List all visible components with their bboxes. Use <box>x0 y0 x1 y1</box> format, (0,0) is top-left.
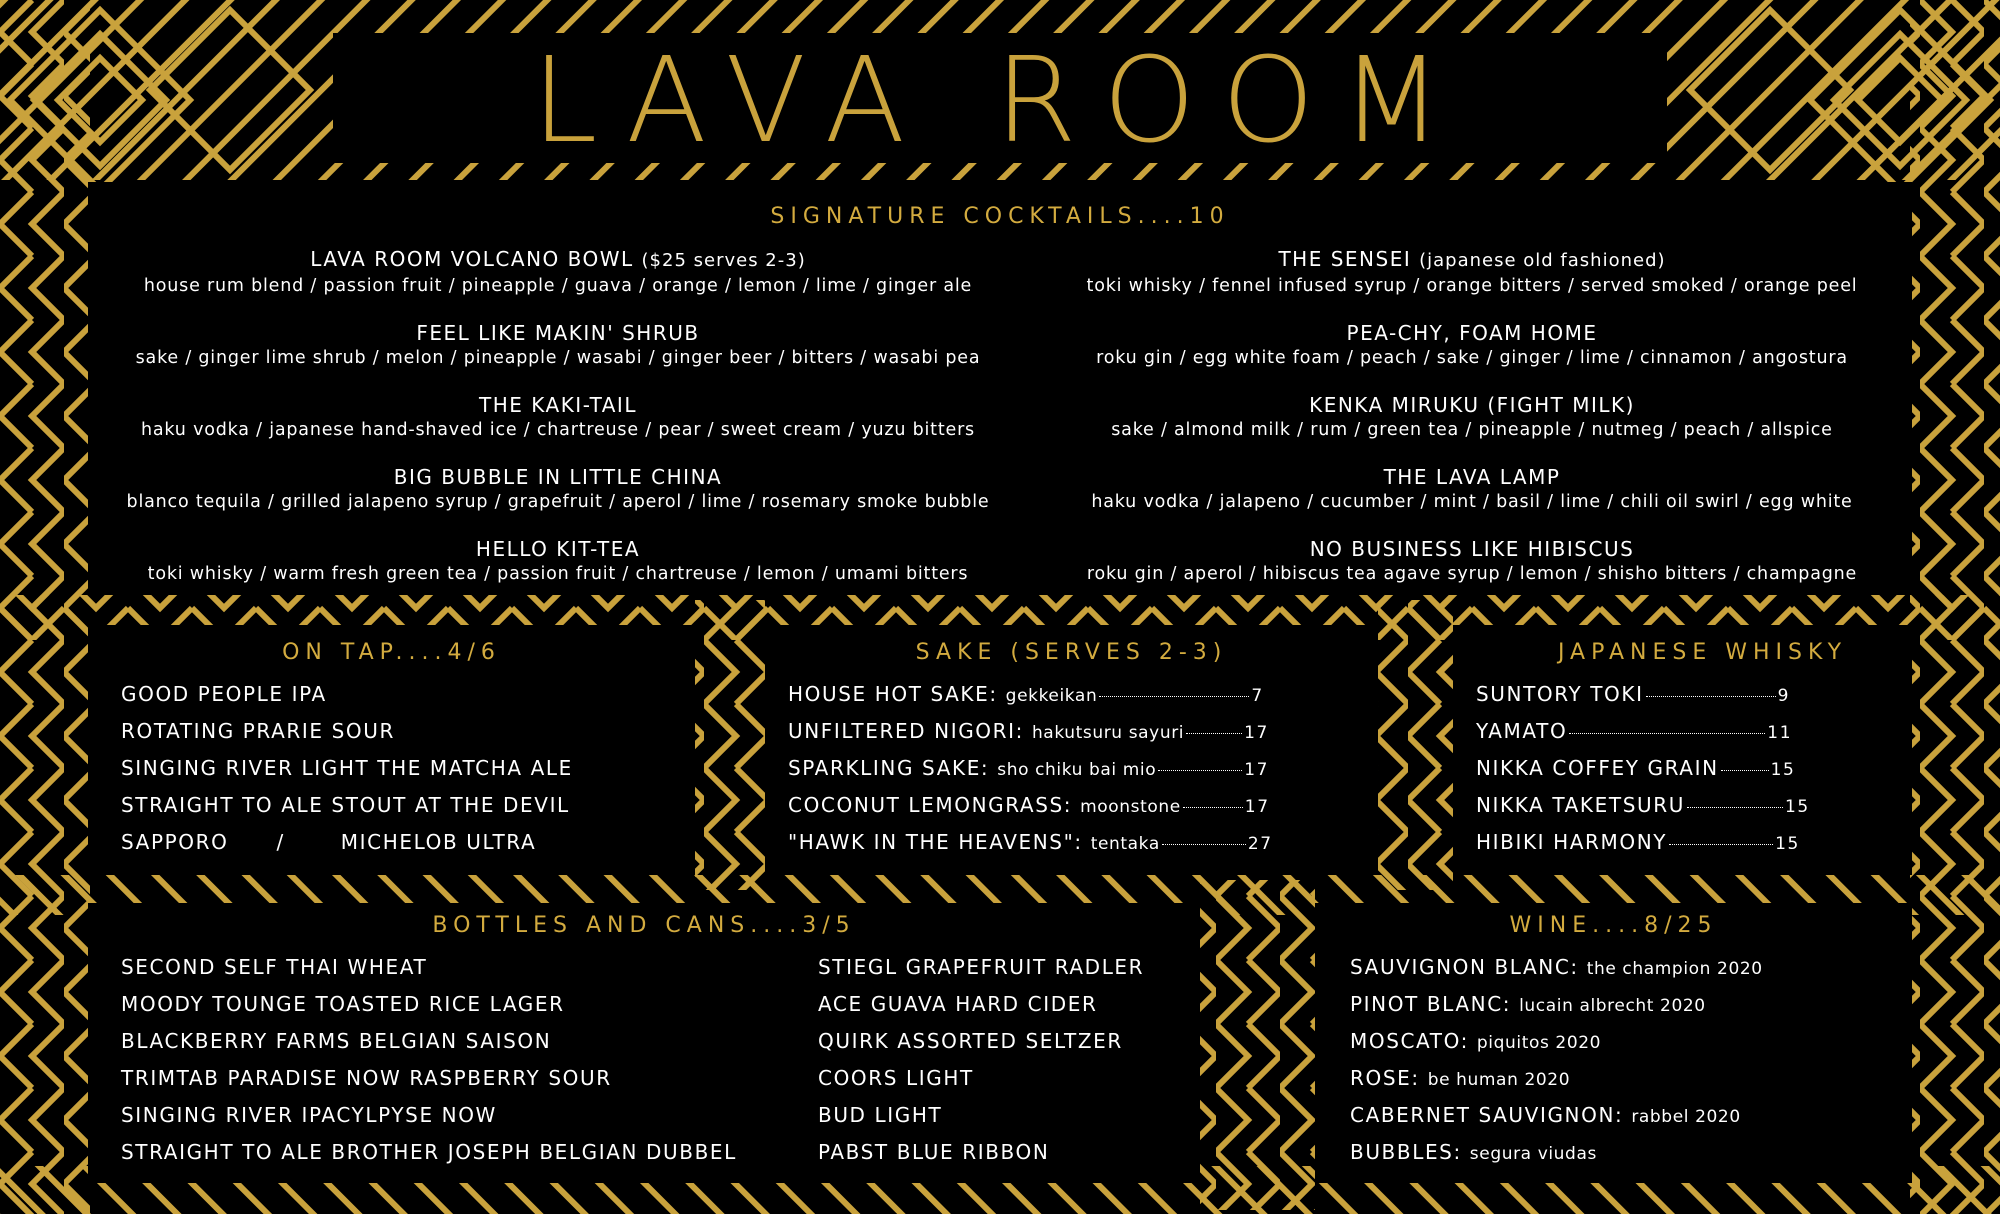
bottle-item: PABST BLUE RIBBON <box>818 1140 1050 1164</box>
cocktail-item <box>1032 320 1912 370</box>
whisky-item <box>1476 824 1912 861</box>
cocktail-item <box>1032 464 1912 514</box>
whisky-item <box>1476 787 1912 824</box>
tap-item-right: MICHELOB ULTRA <box>340 830 537 854</box>
bottle-item: SECOND SELF THAI WHEAT <box>121 955 428 979</box>
sake-panel <box>765 625 1378 875</box>
wine-detail: the champion 2020 <box>1586 959 1763 979</box>
bottle-item: STIEGL GRAPEFRUIT RADLER <box>818 955 1145 979</box>
bottle-item: BLACKBERRY FARMS BELGIAN SAISON <box>121 1029 552 1053</box>
cocktail-item <box>98 392 1018 442</box>
signature-left-column <box>98 246 1018 608</box>
cocktail-name: BIG BUBBLE IN LITTLE CHINA <box>393 465 723 489</box>
cocktail-ingredients: roku gin / egg white foam / peach / sake / ginger / lime / cinnamon / angostura <box>1096 348 1848 368</box>
tap-item-left: SAPPORO <box>121 830 229 854</box>
wine-detail: be human 2020 <box>1427 1070 1571 1090</box>
cocktail-name: THE KAKI-TAIL <box>479 393 637 417</box>
wine-name: CABERNET SAUVIGNON: <box>1350 1103 1624 1127</box>
cocktail-name: FEEL LIKE MAKIN' SHRUB <box>416 321 700 345</box>
on-tap-panel <box>88 625 695 875</box>
bottle-item: QUIRK ASSORTED SELTZER <box>818 1029 1123 1053</box>
sake-price: 17 <box>1244 760 1270 780</box>
wine-name: BUBBLES: <box>1350 1140 1462 1164</box>
tap-item <box>121 824 695 861</box>
venue-title: LAVA ROOM <box>531 31 1469 169</box>
title-panel <box>333 31 1667 169</box>
cocktail-item <box>1032 246 1912 298</box>
cocktail-item <box>98 464 1018 514</box>
whisky-price: 15 <box>1784 797 1810 817</box>
cocktail-name: NO BUSINESS LIKE HIBISCUS <box>1309 537 1635 561</box>
cocktail-item <box>1032 536 1912 586</box>
tap-item: STRAIGHT TO ALE STOUT AT THE DEVIL <box>121 793 570 817</box>
wine-name: PINOT BLANC: <box>1350 992 1512 1016</box>
sake-detail: tentaka <box>1090 834 1160 854</box>
cocktail-ingredients: haku vodka / jalapeno / cucumber / mint / basil / lime / chili oil swirl / egg white <box>1091 492 1853 512</box>
wine-detail: piquitos 2020 <box>1476 1033 1602 1053</box>
sake-price: 17 <box>1244 723 1269 743</box>
whisky-item <box>1476 676 1912 713</box>
whisky-item <box>1476 713 1912 750</box>
sake-name: SPARKLING SAKE: <box>788 756 990 780</box>
signature-cocktails-panel <box>88 182 1912 595</box>
signature-right-column <box>1032 246 1912 608</box>
cocktail-item <box>98 536 1018 586</box>
whisky-item <box>1476 750 1912 787</box>
bottles-heading: BOTTLES AND CANS....3/5 <box>432 913 856 938</box>
cocktail-name: THE LAVA LAMP <box>1383 465 1561 489</box>
whisky-name: HIBIKI HARMONY <box>1476 830 1668 854</box>
whisky-name: NIKKA TAKETSURU <box>1476 793 1685 817</box>
cocktail-ingredients: blanco tequila / grilled jalapeno syrup / grapefruit / aperol / lime / rosemary smoke bubble <box>126 492 990 512</box>
sake-detail: sho chiku bai mio <box>997 760 1157 780</box>
cocktail-item <box>98 320 1018 370</box>
cocktail-ingredients: toki whisky / warm fresh green tea / passion fruit / chartreuse / lemon / umami bitters <box>147 564 969 584</box>
cocktail-name: HELLO KIT-TEA <box>475 537 641 561</box>
sake-item <box>788 750 1378 787</box>
cocktail-ingredients: house rum blend / passion fruit / pineapple / guava / orange / lemon / lime / ginger ale <box>143 276 973 296</box>
on-tap-heading: ON TAP....4/6 <box>282 640 501 665</box>
bottle-item: STRAIGHT TO ALE BROTHER JOSEPH BELGIAN DUBBEL <box>121 1140 737 1164</box>
sake-name: UNFILTERED NIGORI: <box>788 719 1024 743</box>
sake-item <box>788 676 1378 713</box>
whisky-name: NIKKA COFFEY GRAIN <box>1476 756 1719 780</box>
cocktail-name: LAVA ROOM VOLCANO BOWL <box>310 247 634 271</box>
cocktail-name: KENKA MIRUKU (FIGHT MILK) <box>1309 393 1635 417</box>
wine-heading: WINE....8/25 <box>1509 913 1718 938</box>
sake-name: HOUSE HOT SAKE: <box>788 682 998 706</box>
bottles-and-cans-panel <box>88 903 1200 1183</box>
wine-item <box>1350 1023 1912 1060</box>
japanese-whisky-panel <box>1453 625 1912 875</box>
cocktail-ingredients: roku gin / aperol / hibiscus tea agave syrup / lemon / shisho bitters / champagne <box>1086 564 1858 584</box>
bottles-right-column <box>818 949 1144 1171</box>
sake-item <box>788 824 1378 861</box>
wine-name: ROSE: <box>1350 1066 1420 1090</box>
sake-detail: gekkeikan <box>1005 686 1098 706</box>
sake-item <box>788 787 1378 824</box>
tap-separator: / <box>276 830 285 854</box>
cocktail-ingredients: haku vodka / japanese hand-shaved ice / chartreuse / pear / sweet cream / yuzu bitters <box>141 420 975 440</box>
cocktail-item <box>98 246 1018 298</box>
wine-panel <box>1315 903 1912 1183</box>
sake-item <box>788 713 1378 750</box>
cocktail-name: PEA-CHY, FOAM HOME <box>1346 321 1598 345</box>
bottles-left-column <box>121 949 818 1171</box>
whisky-name: YAMATO <box>1476 719 1568 743</box>
tap-item: SINGING RIVER LIGHT THE MATCHA ALE <box>121 756 573 780</box>
sake-name: "HAWK IN THE HEAVENS": <box>788 830 1083 854</box>
cocktail-note: ($25 serves 2-3) <box>641 250 806 271</box>
sake-name: COCONUT LEMONGRASS: <box>788 793 1073 817</box>
wine-name: MOSCATO: <box>1350 1029 1469 1053</box>
cocktail-ingredients: toki whisky / fennel infused syrup / orange bitters / served smoked / orange peel <box>1086 276 1858 296</box>
bottle-item: ACE GUAVA HARD CIDER <box>818 992 1098 1016</box>
wine-item <box>1350 1097 1912 1134</box>
cocktail-name: THE SENSEI <box>1278 247 1412 271</box>
cocktail-item <box>1032 392 1912 442</box>
tap-item: ROTATING PRARIE SOUR <box>121 719 395 743</box>
bottle-item: BUD LIGHT <box>818 1103 943 1127</box>
whisky-price: 9 <box>1777 686 1791 706</box>
cocktail-note: (japanese old fashioned) <box>1419 250 1666 271</box>
wine-name: SAUVIGNON BLANC: <box>1350 955 1579 979</box>
bottle-item: COORS LIGHT <box>818 1066 974 1090</box>
wine-item <box>1350 949 1912 986</box>
bottle-item: TRIMTAB PARADISE NOW RASPBERRY SOUR <box>121 1066 612 1090</box>
sake-heading: SAKE (SERVES 2-3) <box>915 640 1228 665</box>
wine-item <box>1350 1060 1912 1097</box>
cocktail-ingredients: sake / ginger lime shrub / melon / pineapple / wasabi / ginger beer / bitters / wasabi pea <box>135 348 981 368</box>
bottle-item: SINGING RIVER IPACYLPYSE NOW <box>121 1103 497 1127</box>
sake-detail: moonstone <box>1080 797 1181 817</box>
wine-detail: lucain albrecht 2020 <box>1519 996 1706 1016</box>
whisky-name: SUNTORY TOKI <box>1476 682 1644 706</box>
signature-cocktails-heading: SIGNATURE COCKTAILS....10 <box>770 204 1230 229</box>
whisky-heading: JAPANESE WHISKY <box>1557 640 1848 665</box>
whisky-price: 15 <box>1770 760 1796 780</box>
sake-price: 17 <box>1244 797 1270 817</box>
cocktail-ingredients: sake / almond milk / rum / green tea / pineapple / nutmeg / peach / allspice <box>1111 420 1833 440</box>
wine-item <box>1350 1134 1912 1171</box>
sake-detail: hakutsuru sayuri <box>1031 723 1185 743</box>
whisky-price: 15 <box>1775 834 1800 854</box>
sake-price: 27 <box>1247 834 1273 854</box>
tap-item: GOOD PEOPLE IPA <box>121 682 327 706</box>
bottle-item: MOODY TOUNGE TOASTED RICE LAGER <box>121 992 565 1016</box>
whisky-price: 11 <box>1767 723 1793 743</box>
wine-detail: rabbel 2020 <box>1631 1107 1741 1127</box>
wine-detail: segura viudas <box>1469 1144 1597 1164</box>
wine-item <box>1350 986 1912 1023</box>
sake-price: 7 <box>1251 686 1264 706</box>
